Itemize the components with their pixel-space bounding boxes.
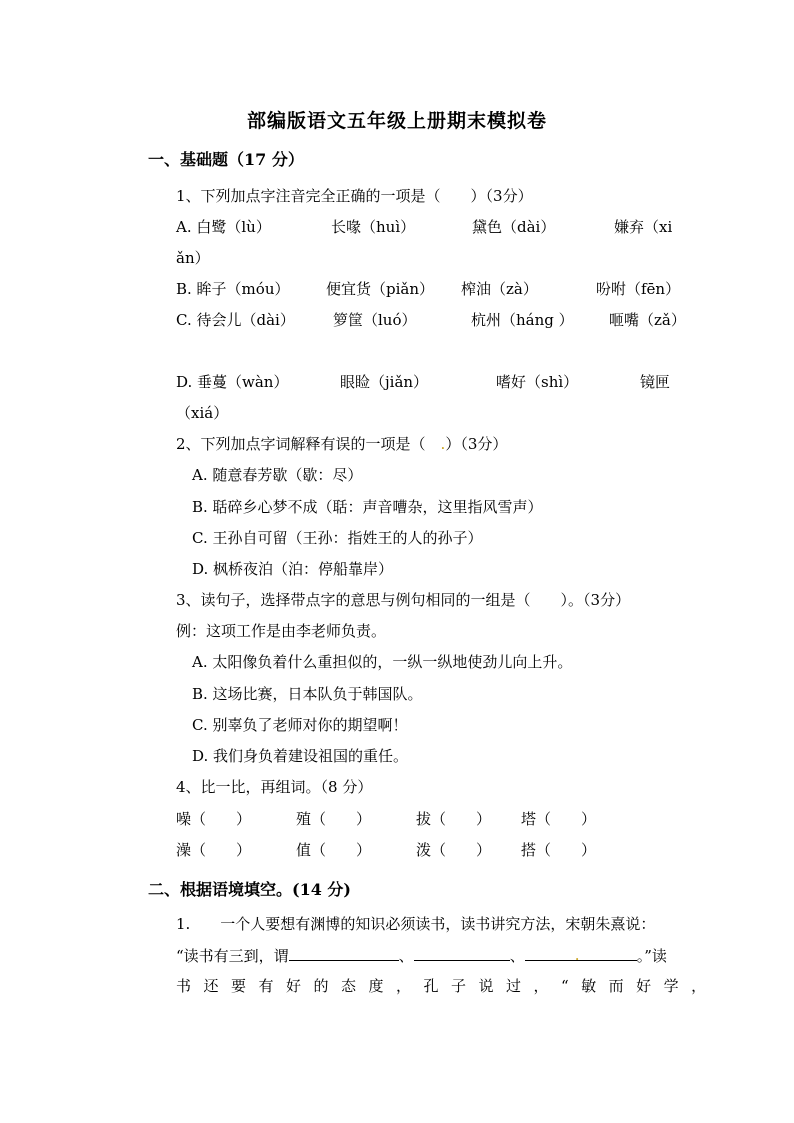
- q1-option-d-word4: 镜匣: [640, 373, 671, 391]
- q2-option-d: D. 枫桥夜泊（泊：停船靠岸）: [192, 560, 394, 578]
- q3-option-a: A. 太阳像负着什么重担似的，一纵一纵地使劲儿向上升。: [192, 653, 573, 671]
- q1-option-c-word4: 咂嘴（zǎ）: [609, 311, 686, 329]
- q4-item-5: 澡（ ）: [176, 841, 252, 859]
- q1-option-a-word2: 长喙（huì）: [331, 218, 416, 236]
- q1-stem: 1、下列加点字注音完全正确的一项是（ ）（3分）: [176, 187, 533, 205]
- fill-line-1: 1. 一个人要想有渊博的知识必须读书，读书讲究方法，宋朝朱熹说：: [176, 915, 656, 933]
- fill-blank-3-mark: .: [574, 946, 580, 964]
- section-1-heading: 一、基础题（17 分）: [148, 150, 304, 169]
- q1-option-b: B. 眸子（móu）: [176, 280, 290, 298]
- q1-option-a-wrap: ǎn）: [176, 249, 210, 267]
- q2-stem-points: ）（3分）: [445, 435, 508, 453]
- page-title: 部编版语文五年级上册期末模拟卷: [246, 110, 547, 132]
- fill-line-2-end: 。”读: [636, 947, 667, 965]
- fill-line-2: [176, 945, 667, 966]
- q2-stem-text: 2、下列加点字词解释有误的一项是（: [176, 435, 441, 453]
- q2-option-b: B. 聒碎乡心梦不成（聒：声音嘈杂，这里指风雪声）: [192, 498, 543, 516]
- q4-item-4: 塔（ ）: [521, 810, 597, 828]
- q2-stem: [176, 434, 507, 454]
- q1-option-b-word2: 便宜货（piǎn）: [326, 280, 435, 298]
- q1-option-d-wrap: （xiá）: [176, 404, 229, 422]
- q1-option-d-word3: 嗜好（shì）: [496, 373, 579, 391]
- q3-option-d: D. 我们身负着建设祖国的重任。: [192, 747, 409, 765]
- q1-option-c-word3: 杭州（háng ）: [471, 311, 574, 329]
- q1-option-a: A. 白鹭（lù）: [176, 218, 271, 236]
- q3-option-b: B. 这场比赛，日本队负于韩国队。: [192, 685, 423, 703]
- q4-item-6: 值（ ）: [296, 841, 372, 859]
- q4-item-1: 噪（ ）: [176, 810, 252, 828]
- q4-item-8: 搭（ ）: [521, 841, 597, 859]
- q1-option-a-word4: 嫌弃（xi: [614, 218, 673, 236]
- q1-option-c-word2: 箩筐（luó）: [333, 311, 417, 329]
- fill-prompt: “读书有三到，谓: [176, 947, 289, 965]
- q1-option-b-word3: 榨油（zà）: [461, 280, 538, 298]
- fill-blank-2[interactable]: [414, 945, 510, 961]
- section-2-heading: 二、根据语境填空。(14 分): [148, 880, 351, 899]
- fill-separator-1: 、: [398, 947, 414, 965]
- q2-stem-mark: .: [440, 435, 446, 453]
- q1-option-d-word2: 眼睑（jiǎn）: [340, 373, 429, 391]
- q4-stem: 4、比一比，再组词。（8 分）: [176, 778, 373, 796]
- fill-line-3: 书还要有好的态度，孔子说过，“敏而好学，: [176, 977, 719, 995]
- q1-option-c: C. 待会儿（dài）: [176, 311, 295, 329]
- fill-blank-1[interactable]: [289, 945, 399, 961]
- q3-option-c: C. 别辜负了老师对你的期望啊！: [192, 716, 408, 734]
- q1-option-a-word3: 黛色（dài）: [472, 218, 556, 236]
- q4-item-2: 殖（ ）: [296, 810, 372, 828]
- q2-option-c: C. 王孙自可留（王孙：指姓王的人的孙子）: [192, 529, 483, 547]
- fill-separator-2: 、: [509, 947, 525, 965]
- fill-blank-3[interactable]: [525, 945, 637, 964]
- q1-option-b-word4: 吩咐（fēn）: [596, 280, 681, 298]
- q4-item-7: 泼（ ）: [416, 841, 492, 859]
- q3-stem: 3、读句子，选择带点字的意思与例句相同的一组是（ ）。（3分）: [176, 591, 631, 609]
- q1-option-d: D. 垂蔓（wàn）: [176, 373, 289, 391]
- q3-example: 例：这项工作是由李老师负责。: [176, 622, 387, 640]
- q2-option-a: A. 随意春芳歇（歇：尽）: [192, 466, 363, 484]
- q4-item-3: 拔（ ）: [416, 810, 492, 828]
